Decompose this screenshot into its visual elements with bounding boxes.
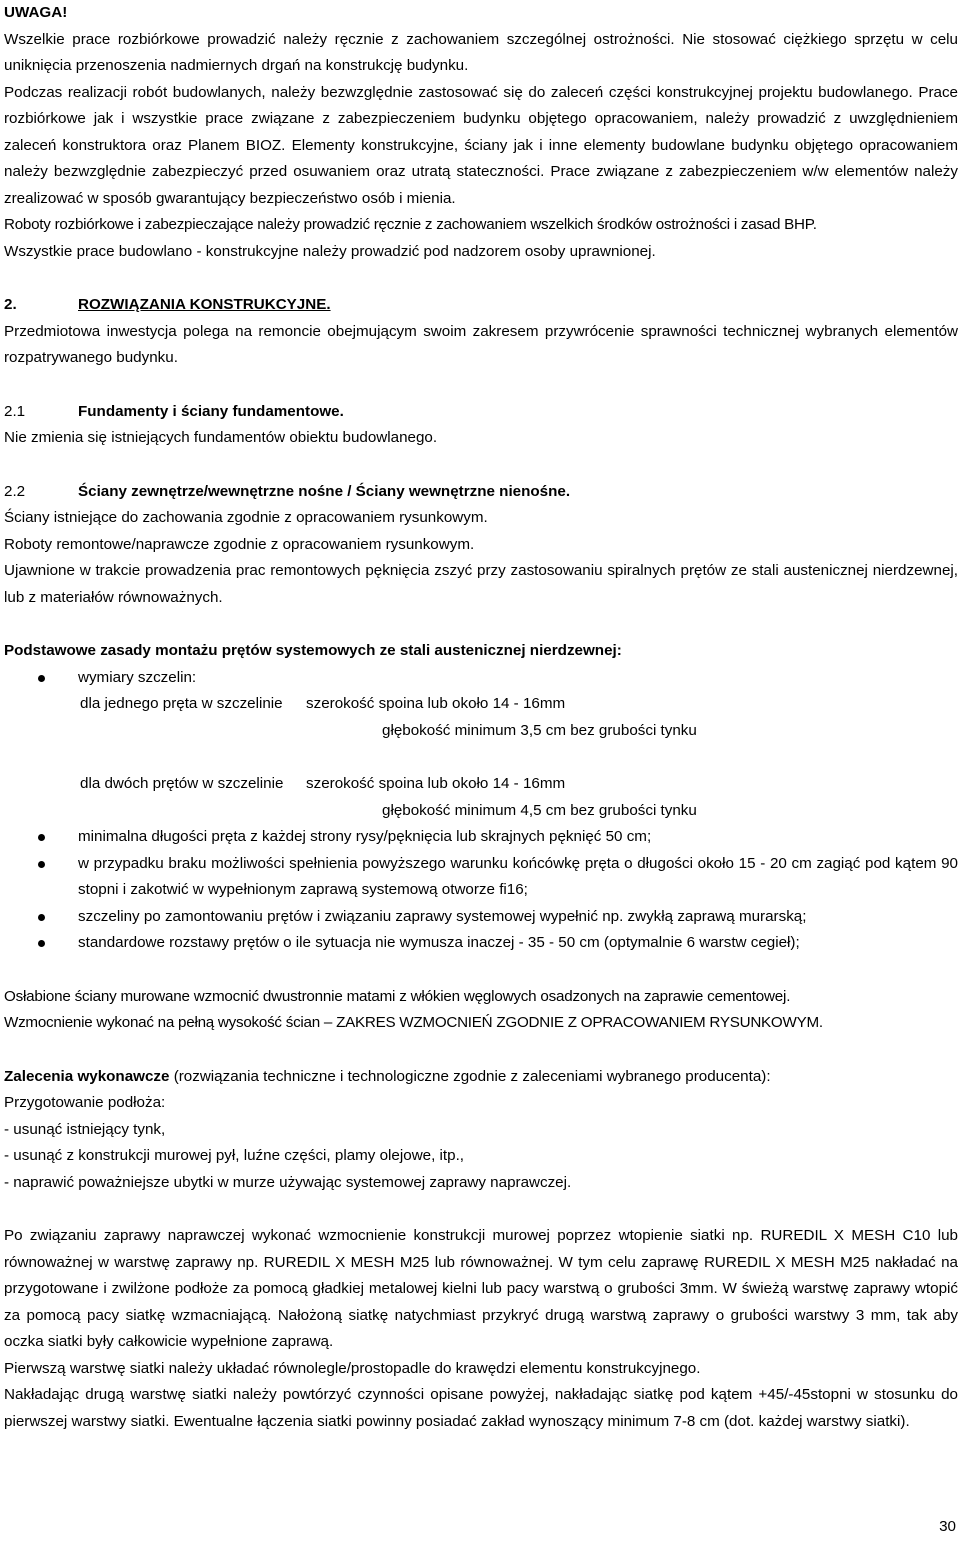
bullet-icon	[38, 940, 45, 947]
warning-paragraph-1: Wszelkie prace rozbiórkowe prowadzić należy ręcznie z zachowaniem szczególnej ostrożności. Nie stosować ciężkiego sprzętu w celu uniknięcia przenoszenia nadmiernych drgań na konstrukcję budynku.	[4, 30, 958, 74]
recommendations-heading	[4, 1064, 958, 1091]
recommendations-paragraph-2: Pierwszą warstwę siatki należy układać równolegle/prostopadle do krawędzi elementu konstrukcyjnego.	[4, 1359, 701, 1377]
section-2-1-title: Fundamenty i ściany fundamentowe.	[78, 402, 344, 420]
rules-item-4	[4, 904, 958, 931]
section-2-2-line-3: Ujawnione w trakcie prowadzenia prac remontowych pęknięcia zszyć przy zastosowaniu spiralnych prętów ze stali austenicznej nierdzewnej, lub z materiałów równoważnych.	[4, 562, 958, 606]
page-number: 30	[939, 1518, 956, 1535]
warning-paragraph-2: Podczas realizacji robót budowlanych, należy bezwzględnie zastosować się do zaleceń części konstrukcyjnej projektu budowlanego. Prace rozbiórkowe jak i wszystkie prace związane z zabezpieczeniem budynku objętego opracowaniem, należy prowadzić z uwzględnieniem zaleceń konstruktora oraz Planem BIOZ. Elementy konstrukcyjne, ściany jak i inne elementy budowlane budynku objętego opracowaniem należy bezwzględnie zabezpieczyć przed osuwaniem oraz utratą stateczności. Prace związane z zabezpieczeniem w/w elementów należy zrealizować w sposób gwarantujący bezpieczeństwo osób i mienia.	[4, 83, 958, 207]
preparation-step-3: - naprawić poważniejsze ubytki w murze używając systemowej zaprawy naprawczej.	[4, 1173, 572, 1191]
section-2-1-number: 2.1	[4, 402, 26, 420]
rules-item-5	[4, 930, 958, 957]
bullet-icon	[38, 914, 45, 921]
warning-title: UWAGA!	[4, 4, 68, 21]
recommendations-title: Zalecenia wykonawcze	[4, 1067, 170, 1085]
dim-row-double-width	[4, 771, 958, 798]
recommendations-title-rest: (rozwiązania techniczne i technologiczne zgodnie z zaleceniami wybranego producenta):	[169, 1067, 771, 1085]
rules-item-2-text: minimalna długości pręta z każdej strony rysy/pęknięcia lub skrajnych pęknięć 50 cm;	[78, 828, 652, 845]
bullet-icon	[38, 834, 45, 841]
reinforcement-paragraph-2: Wzmocnienie wykonać na pełną wysokość ścian – ZAKRES WZMOCNIEŃ ZGODNIE Z OPRACOWANIEM RYSUNKOWYM.	[4, 1014, 823, 1031]
section-2-title: ROZWIĄZANIA KONSTRUKCYJNE.	[78, 296, 331, 313]
dim-row-single-width	[4, 691, 958, 718]
dim-row-single-depth	[4, 718, 958, 745]
reinforcement-paragraph-1: Osłabione ściany murowane wzmocnić dwustronnie matami z włókien węglowych osadzonych na zaprawie cementowej.	[4, 987, 791, 1005]
section-2-number: 2.	[4, 296, 17, 313]
recommendations-paragraph-1: Po związaniu zaprawy naprawczej wykonać wzmocnienie konstrukcji murowej poprzez wtopienie siatki np. RUREDIL X MESH C10 lub równoważnej w warstwę zaprawy np. RUREDIL X MESH M25 lub równoważnej. W tym celu zaprawę RUREDIL X MESH M25 nakładać na przygotowane i zwilżone podłoże za pomocą gładkiej metalowej kielni lub pacy warstwą o grubości 3mm. W świeżą warstwę zaprawy wtopić za pomocą pacy siatkę wzmacniającą. Nałożoną siatkę natychmiast przykryć drugą warstwą zaprawy o grubości warstwy 3 mm, tak aby oczka siatki były całkowicie wypełnione zaprawą.	[4, 1227, 958, 1350]
rules-item-3	[4, 851, 958, 904]
single-width: szerokość spoina lub około 14 - 16mm	[306, 695, 566, 712]
rules-item-3-text: w przypadku braku możliwości spełnienia powyższego warunku końcówkę pręta o długości około 15 - 20 cm zagiąć pod kątem 90 stopni i zakotwić w wypełnionym zaprawą systemową otworze fi16;	[78, 854, 958, 898]
rules-item-5-text: standardowe rozstawy prętów o ile sytuacja nie wymusza inaczej - 35 - 50 cm (optymalnie 6 warstw cegieł);	[78, 934, 800, 951]
section-2-2-line-1: Ściany istniejące do zachowania zgodnie z opracowaniem rysunkowym.	[4, 509, 488, 526]
recommendations-paragraph-3: Nakładając drugą warstwę siatki należy powtórzyć czynności opisane powyżej, nakładając siatkę pod kątem +45/-45stopni w stosunku do pierwszej warstwy siatki. Ewentualne łączenia siatki powinny posiadać zakład wynoszący minimum 7-8 cm (dot. każdej warstwy siatki).	[4, 1386, 958, 1430]
slot-dimensions	[4, 691, 958, 824]
single-depth: głębokość minimum 3,5 cm bez grubości tynku	[382, 721, 697, 739]
section-2-2-line-2: Roboty remontowe/naprawcze zgodnie z opracowaniem rysunkowym.	[4, 535, 475, 553]
double-label: dla dwóch prętów w szczelinie	[80, 775, 284, 792]
bullet-icon	[38, 861, 45, 868]
rules-title: Podstawowe zasady montażu prętów systemowych ze stali austenicznej nierdzewnej:	[4, 642, 622, 659]
rules-item-2	[4, 824, 958, 851]
document-page	[4, 0, 958, 1435]
section-2-2-title: Ściany zewnętrze/wewnętrzne nośne / Ściany wewnętrzne nienośne.	[78, 482, 571, 500]
warning-paragraph-3: Roboty rozbiórkowe i zabezpieczające należy prowadzić ręcznie z zachowaniem wszelkich środków ostrożności i zasad BHP.	[4, 216, 817, 233]
section-2-2-number: 2.2	[4, 482, 26, 500]
section-2-text: Przedmiotowa inwestycja polega na remoncie obejmującym swoim zakresem przywrócenie sprawności technicznej wybranych elementów rozpatrywanego budynku.	[4, 322, 958, 366]
bullet-icon	[38, 675, 45, 682]
section-2-2-heading	[4, 479, 958, 506]
double-depth: głębokość minimum 4,5 cm bez grubości tynku	[382, 801, 697, 819]
rules-list-continued	[4, 824, 958, 957]
preparation-step-2: - usunąć z konstrukcji murowej pył, luźne części, plamy olejowe, itp.,	[4, 1147, 465, 1164]
preparation-title: Przygotowanie podłoża:	[4, 1094, 166, 1111]
preparation-step-1: - usunąć istniejący tynk,	[4, 1120, 166, 1138]
dim-row-double-depth	[4, 798, 958, 825]
section-2-1-heading	[4, 399, 958, 426]
double-width: szerokość spoina lub około 14 - 16mm	[306, 775, 566, 792]
rules-item-4-text: szczeliny po zamontowaniu prętów i związaniu zaprawy systemowej wypełnić np. zwykłą zaprawą murarską;	[78, 907, 807, 925]
section-2-heading	[4, 292, 958, 319]
rules-list	[4, 665, 958, 692]
single-label: dla jednego pręta w szczelinie	[80, 695, 283, 712]
rules-item-1	[4, 665, 958, 692]
warning-paragraph-4: Wszystkie prace budowlano - konstrukcyjne należy prowadzić pod nadzorem osoby uprawnionej.	[4, 242, 656, 260]
rules-item-1-text: wymiary szczelin:	[78, 668, 197, 686]
section-2-1-text: Nie zmienia się istniejących fundamentów obiektu budowlanego.	[4, 429, 438, 446]
